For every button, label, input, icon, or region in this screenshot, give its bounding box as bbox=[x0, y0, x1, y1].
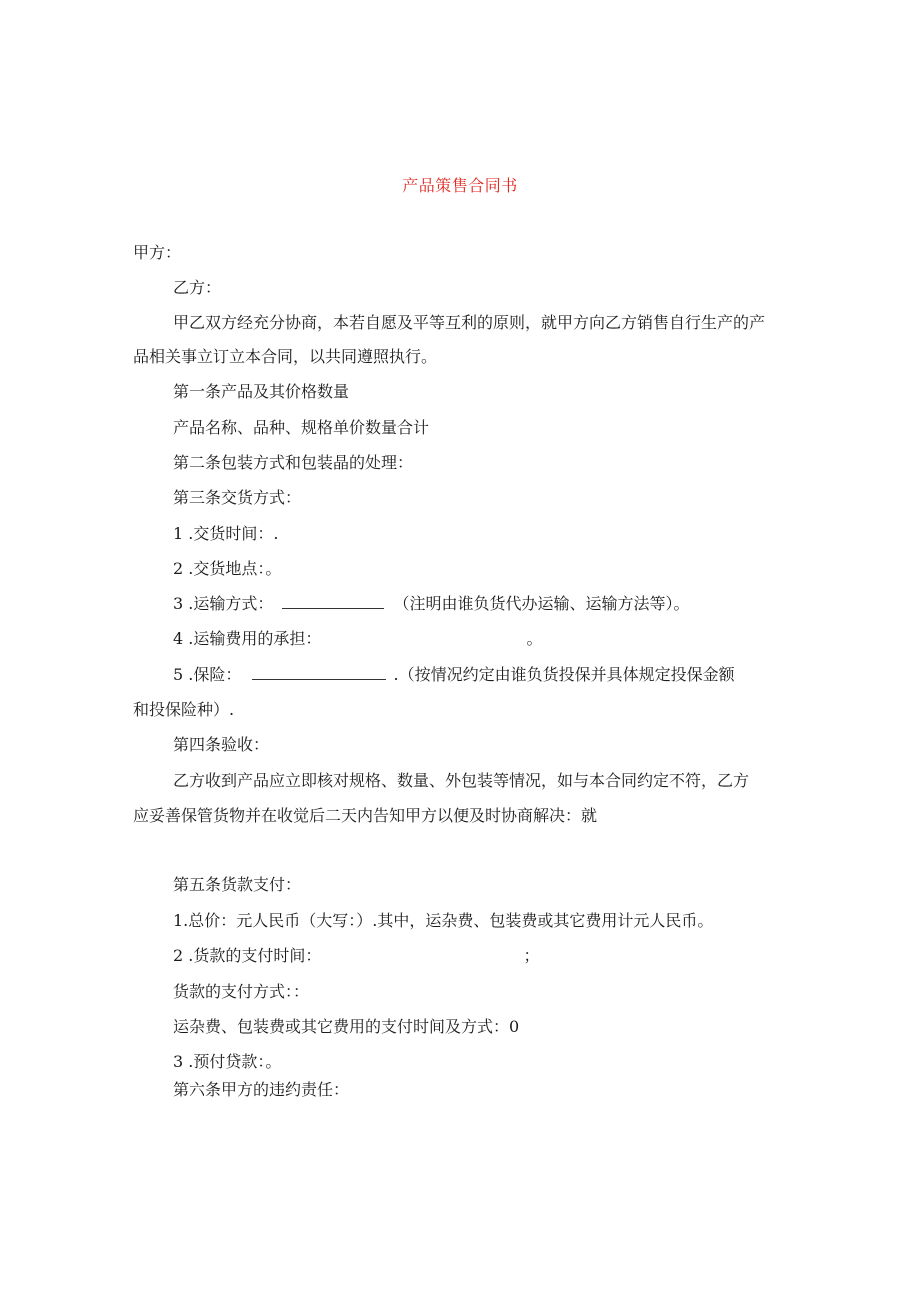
article-4-line-2: 应妥善保管货物并在收觉后二天内告知甲方以便及时协商解决：就 bbox=[133, 806, 598, 825]
payment-time-label: 2 .货款的支付时间： bbox=[173, 946, 322, 965]
insurance-label: 5 .保险： bbox=[173, 665, 242, 684]
transport-cost-label: 4 .运输费用的承担： bbox=[173, 629, 322, 648]
transport-cost-end: 。 bbox=[526, 629, 543, 648]
misc-fee-payment: 运杂费、包装费或其它费用的支付时间及方式：0 bbox=[173, 1017, 520, 1036]
article-5-item-1: 1.总价：元人民币（大写：）.其中，运杂费、包装费或其它费用计元人民币。 bbox=[173, 911, 714, 930]
transport-method-label: 3 .运输方式： bbox=[173, 594, 274, 613]
article-3-item-2: 2 .交货地点：。 bbox=[173, 559, 282, 578]
payment-method: 货款的支付方式：： bbox=[173, 982, 310, 1001]
article-2-title: 第二条包装方式和包装晶的处理： bbox=[173, 453, 414, 472]
intro-line-2: 品相关事立订立本合同，以共同遵照执行。 bbox=[133, 347, 438, 366]
article-1-title: 第一条产品及其价格数量 bbox=[173, 382, 350, 401]
transport-method-note: （注明由谁负货代办运输、运输方法等）。 bbox=[393, 594, 690, 613]
article-3-item-3 bbox=[173, 594, 690, 614]
article-5-title: 第五条货款支付： bbox=[173, 875, 302, 894]
article-5-item-2 bbox=[173, 946, 540, 966]
transport-method-blank[interactable] bbox=[282, 594, 384, 609]
payment-time-end: ； bbox=[523, 946, 540, 965]
insurance-note-cont: 和投保险种）. bbox=[133, 700, 235, 719]
article-6-title: 第六条甲方的违约责任： bbox=[173, 1080, 350, 1099]
insurance-note: .（按情况约定由谁负货投保并具体规定投保金额 bbox=[393, 665, 735, 684]
article-3-item-5 bbox=[173, 665, 735, 685]
insurance-blank[interactable] bbox=[252, 665, 386, 680]
article-3-title: 第三条交货方式： bbox=[173, 488, 302, 507]
article-3-item-1: 1 .交货时间：. bbox=[173, 524, 279, 543]
intro-line-1: 甲乙双方经充分协商，本若自愿及平等互利的原则，就甲方向乙方销售自行生产的产 bbox=[173, 313, 766, 332]
article-4-line-1: 乙方收到产品应立即核对规格、数量、外包装等情况，如与本合同约定不符，乙方 bbox=[173, 771, 750, 790]
article-5-item-3: 3 .预付贷款：。 bbox=[173, 1052, 282, 1071]
document-title: 产品策售合同书 bbox=[402, 176, 518, 195]
article-1-columns: 产品名称、品种、规格单价数量合计 bbox=[173, 418, 430, 437]
article-3-item-4 bbox=[173, 629, 543, 649]
party-b-label: 乙方： bbox=[173, 278, 222, 297]
article-4-title: 第四条验收： bbox=[173, 735, 270, 754]
party-a-label: 甲方： bbox=[133, 243, 182, 262]
